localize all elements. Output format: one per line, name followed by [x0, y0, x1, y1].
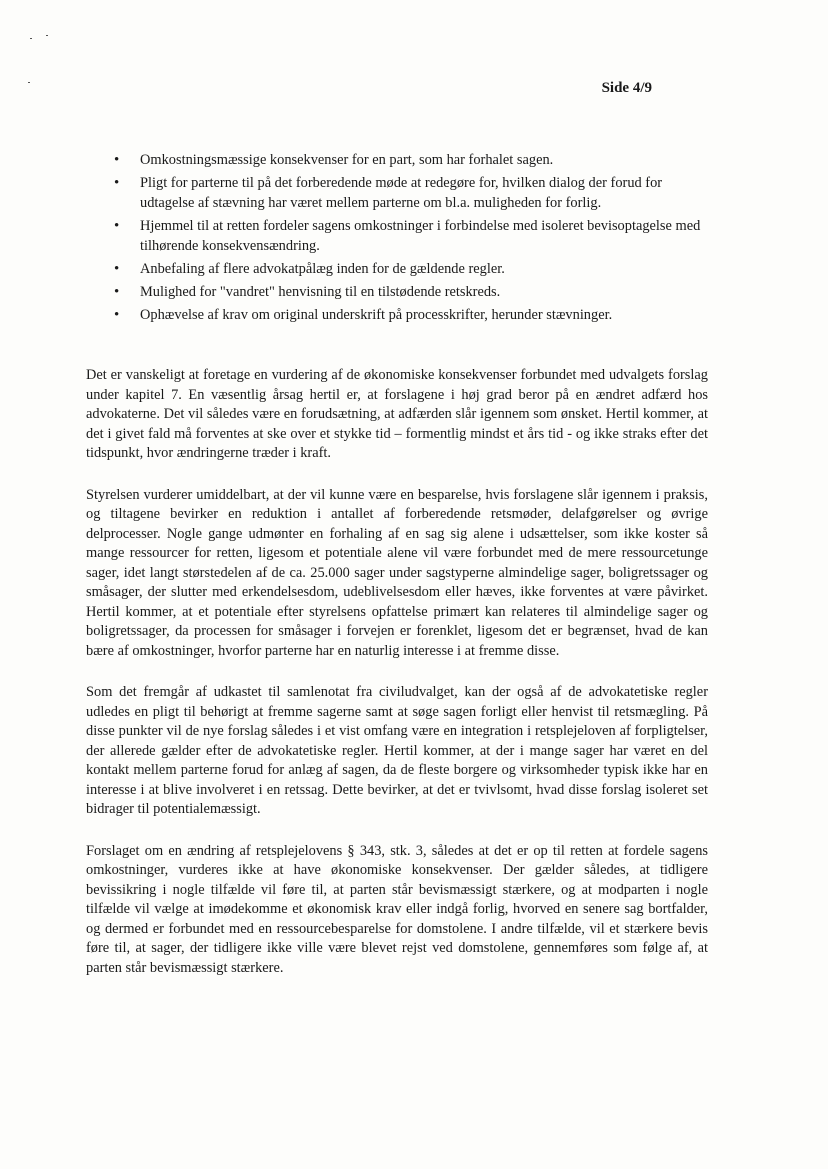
list-item-text: Pligt for parterne til på det forberedende møde at redegøre for, hvilken dialog der forud for udtagelse af stævning har været mellem parterne om bl.a. muligheden for forlig. [140, 175, 663, 211]
list-item [108, 305, 708, 325]
bullet-icon: • [114, 175, 120, 191]
list-item-text: Omkostningsmæssige konsekvenser for en part, som har forhalet sagen. [140, 152, 554, 168]
page-number: Side 4/9 [601, 80, 652, 96]
paragraph: Forslaget om en ændring af retsplejelovens § 343, stk. 3, således at det er op til retten at fordele sagens omkostninger, vurderes ikke at have økonomiske konsekvenser. Der gælder således, at tidligere bevissikring i nogle tilfælde vil føre til, at parten står bevismæssigt stærkere, og at modparten i nogle tilfælde vil vælge at imødekomme et økonomisk krav eller indgå forlig, hvorved en senere sag bortfalder, og dermed er forbundet med en ressourcebesparelse for domstolene. I andre tilfælde, vil et stærkere bevis føre til, at sager, der tidligere ikke ville være blevet rejst ved domstolene, gennemføres som følge af, at parten står bevismæssigt stærkere. [86, 842, 708, 976]
scan-speck [46, 35, 48, 36]
list-item [108, 282, 708, 302]
list-item [108, 216, 708, 256]
list-item-text: Mulighed for "vandret" henvisning til en tilstødende retskreds. [140, 284, 501, 300]
list-item-text: Anbefaling af flere advokatpålæg inden for de gældende regler. [140, 261, 505, 277]
bullet-icon: • [114, 284, 120, 300]
bullet-icon: • [114, 261, 120, 277]
scan-speck [30, 38, 32, 39]
list-item-text: Hjemmel til at retten fordeler sagens omkostninger i forbindelse med isoleret bevisoptagelse med tilhørende konsekvensændring. [140, 218, 701, 254]
list-item [108, 150, 708, 170]
list-item-text: Ophævelse af krav om original underskrift på processkrifter, herunder stævninger. [140, 307, 613, 323]
paragraph: Styrelsen vurderer umiddelbart, at der vil kunne være en besparelse, hvis forslagene slår igennem i praksis, og tiltagene bevirker en reduktion i antallet af forberedende retsmøder, delafgørelser og øvrige delprocesser. Nogle gange udmønter en forhaling af en sag sig alene i udsættelser, som ikke koster så mange ressourcer for retten, ligesom et potentiale alene vil være forbundet med de mere ressourcetunge sager, idet langt størstedelen af de ca. 25.000 sager under sagstyperne almindelige sager, boligretssager og småsager, der slutter med erkendelsesdom, udeblivelsesdom eller hæves, ikke forventes at være påvirket. Hertil kommer, at et potentiale efter styrelsens opfattelse primært kan relateres til almindelige sager og boligretssager, da processen for småsager i forvejen er forenklet, ligesom det er begrænset, hvad de kan bære af omkostninger, hvorfor parterne har en naturlig interesse i at fremme disse. [86, 486, 708, 659]
list-item [108, 259, 708, 279]
list-item [108, 173, 708, 213]
scan-speck [28, 82, 30, 83]
bullet-icon: • [114, 218, 120, 234]
bullet-list [108, 150, 708, 328]
paragraph: Det er vanskeligt at foretage en vurdering af de økonomiske konsekvenser forbundet med udvalgets forslag under kapitel 7. En væsentlig årsag hertil er, at forslagene i høj grad beror på en ændret adfærd hos advokaterne. Det vil således være en forudsætning, at adfærden slår igennem som ønsket. Hertil kommer, at det i givet fald må forventes at ske over et stykke tid – formentlig mindst et års tid - og ikke straks efter det tidspunkt, hvor ændringerne træder i kraft. [86, 367, 708, 461]
body-text [86, 366, 708, 1000]
paragraph: Som det fremgår af udkastet til samlenotat fra civiludvalget, kan der også af de advokatetiske regler udledes en pligt til behørigt at fremme sagerne samt at søge sagen forligt eller henvist til retsmægling. På disse punkter vil de nye forslag således i et vist omfang være en integration i retsplejeloven af forpligtelser, der allerede gælder efter de advokatetiske regler. Hertil kommer, at der i mange sager har været en del kontakt mellem parterne forud for anlæg af sagen, da de fleste borgere og virksomheder typisk ikke har en interesse i at blive involveret i en retssag. Dette bevirker, at det er tvivlsomt, hvad disse forslag isoleret set bidrager til potentialemæssigt. [86, 684, 708, 817]
bullet-icon: • [114, 152, 120, 168]
bullet-icon: • [114, 307, 120, 323]
